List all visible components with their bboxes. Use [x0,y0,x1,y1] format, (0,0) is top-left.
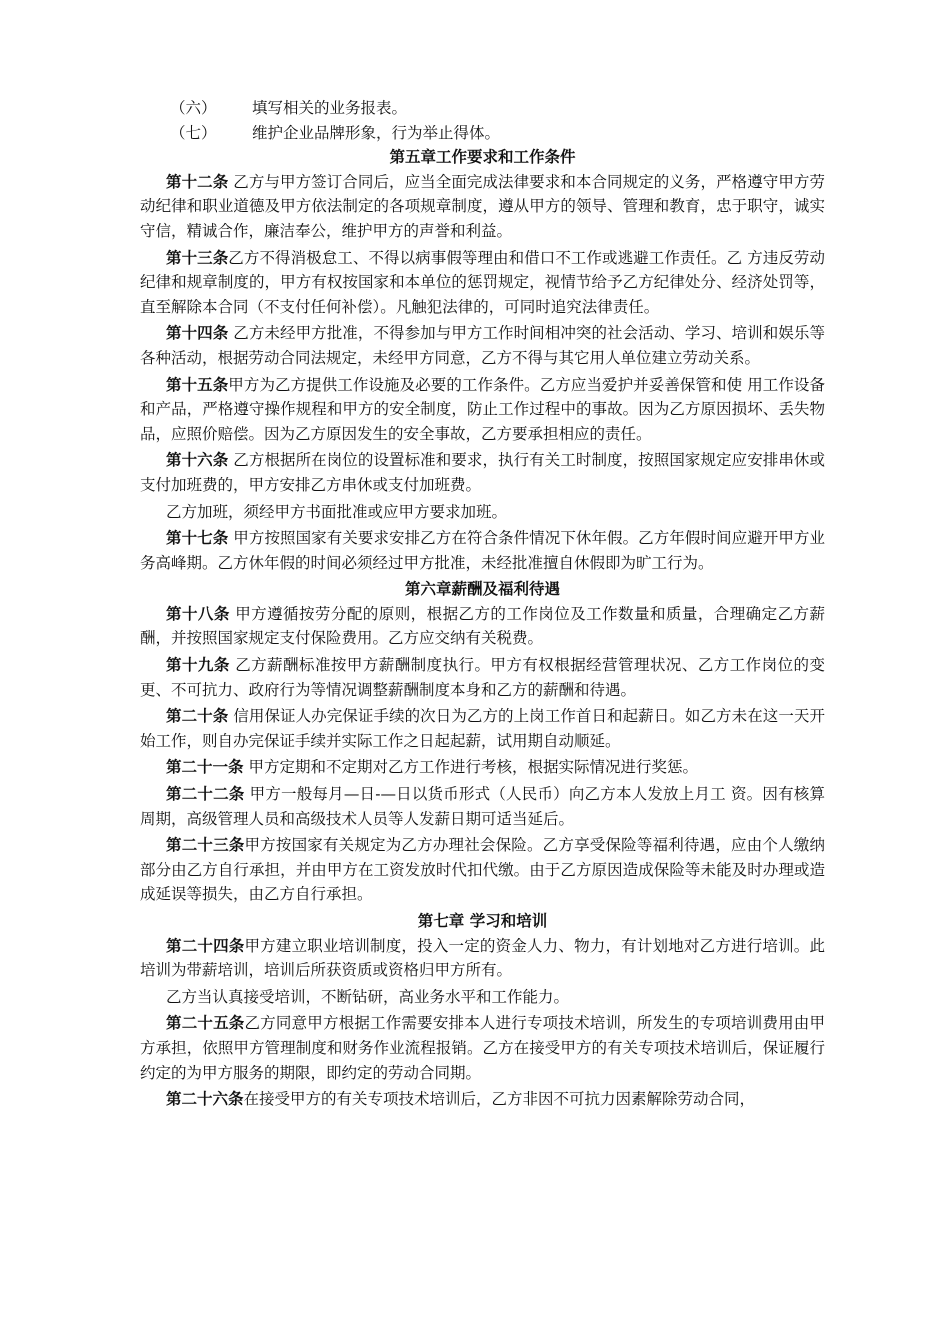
article-12 [140,170,825,244]
article-14 [140,321,825,370]
article-text: 乙方薪酬标准按甲方薪酬制度执行。甲方有权根据经营管理状况、乙方工作岗位的变更、不可抗力、政府行为等情况调整薪酬制度本身和乙方的薪酬和待遇。 [140,656,825,699]
article-label: 第二十条 [166,706,229,726]
chapter-heading: 第七章 学习和培训 [417,911,548,930]
article-20 [140,704,825,753]
article-text: 甲方一般每月—日-—日以货币形式（人民币）向乙方本人发放上月工 资。因有核算周期，高级管理人员和高级技术人员等人发薪日期可适当延后。 [140,785,825,828]
article-label: 第十二条 [166,171,229,191]
article-label: 第十七条 [166,528,229,548]
article-label: 第二十四条 [166,935,245,955]
article-text: 甲方为乙方提供工作设施及必要的工作条件。乙方应当爱护并妥善保管和使 用工作设备和产品，严格遵守操作规程和甲方的安全制度，防止工作过程中的事故。因为乙方原因损坏、丢失物品，应照价赔偿。因为乙方原因发生的安全事故，乙方要承担相应的责任。 [140,375,825,443]
article-text: 信用保证人办完保证手续的次日为乙方的上岗工作首日和起薪日。如乙方未在这一天开始工作，则自办完保证手续并实际工作之日起起薪，试用期自动顺延。 [140,707,825,750]
chapter-heading: 第六章薪酬及福利待遇 [404,579,560,599]
article-label: 第十八条 [166,603,230,623]
overtime-note: 乙方加班，须经甲方书面批准或应甲方要求加班。 [166,502,508,521]
article-text: 乙方不得消极怠工、不得以病事假等理由和借口不工作或逃避工作责任。乙 方违反劳动纪律和规章制度的，甲方有权按国家和本单位的惩罚规定，视情节给予乙方纪律处分、经济处罚等，直至解除本合同（不支付任何补偿）。凡触犯法律的，可同时追究法律责任。 [140,248,825,316]
article-label: 第二十六条 [166,1089,244,1109]
article-text: 乙方根据所在岗位的设置标准和要求，执行有关工时制度，按照国家规定应安排串休或支付加班费的，甲方安排乙方串休或支付加班费。 [140,451,825,494]
article-21 [140,755,825,780]
article-label: 第十五条 [166,374,229,394]
article-text: 甲方定期和不定期对乙方工作进行考核，根据实际情况进行奖惩。 [243,758,698,777]
article-22 [140,782,825,831]
article-label: 第二十三条 [166,835,245,855]
article-13 [140,246,825,320]
article-24 [140,934,825,983]
list-item [140,121,825,146]
list-text: 维护企业品牌形象，行为举止得体。 [252,123,501,142]
article-label: 第二十二条 [166,784,245,804]
article-16 [140,448,825,497]
document-page [140,96,825,1114]
article-18 [140,602,825,651]
article-26 [140,1087,825,1112]
article-label: 第二十一条 [166,757,244,777]
list-item [140,96,825,121]
article-15 [140,373,825,447]
article-text: 甲方建立职业培训制度，投入一定的资金人力、物力，有计划地对乙方进行培训。此培训为带薪培训，培训后所获资质或资格归甲方所有。 [140,936,825,980]
article-text: 甲方按国家有关规定为乙方办理社会保险。乙方享受保险等福利待遇，应由个人缴纳部分由乙方自行承担，并由甲方在工资发放时代扣代缴。由于乙方原因造成保险等未能及时办理或造成延误等损失，由乙方自行承担。 [140,836,825,904]
article-text: 甲方按照国家有关要求安排乙方在符合条件情况下休年假。乙方年假时间应避开甲方业务高峰期。乙方休年假的时间必须经过甲方批准，未经批准擅自休假即为旷工行为。 [140,529,825,572]
article-label: 第十三条 [166,247,229,267]
article-text: 乙方与甲方签订合同后，应当全面完成法律要求和本合同规定的义务，严格遵守甲方劳动纪律和职业道德及甲方依法制定的各项规章制度，遵从甲方的领导、管理和教育，忠于职守，诚实守信，精诚合作，廉洁奉公，维护甲方的声誉和利益。 [140,172,825,240]
article-label: 第十九条 [166,655,230,675]
article-19 [140,653,825,702]
article-text: 甲方遵循按劳分配的原则，根据乙方的工作岗位及工作数量和质量，合理确定乙方薪酬，并按照国家规定支付保险费用。乙方应交纳有关税费。 [140,604,825,648]
article-label: 第十四条 [166,323,229,343]
article-label: 第十六条 [166,450,229,470]
list-number: （七） [170,123,217,142]
list-text: 填写相关的业务报表。 [252,99,408,117]
article-text: 在接受甲方的有关专项技术培训后，乙方非因不可抗力因素解除劳动合同， [243,1090,756,1109]
article-17 [140,526,825,575]
list-number: （六） [170,99,217,117]
article-23 [140,833,825,907]
article-text: 乙方未经甲方批准，不得参加与甲方工作时间相冲突的社会活动、学习、培训和娱乐等各种活动，根据劳动合同法规定，未经甲方同意，乙方不得与其它用人单位建立劳动关系。 [140,324,825,367]
article-text: 乙方同意甲方根据工作需要安排本人进行专项技术培训，所发生的专项培训费用由甲方承担，依照甲方管理制度和财务作业流程报销。乙方在接受甲方的有关专项技术培训后，保证履行约定的为甲方服务的期限，即约定的劳动合同期。 [140,1014,825,1082]
training-note: 乙方当认真接受培训，不断钻研，高业务水平和工作能力。 [166,987,570,1006]
article-label: 第二十五条 [166,1013,245,1033]
chapter-heading: 第五章工作要求和工作条件 [389,147,576,167]
article-25 [140,1011,825,1085]
